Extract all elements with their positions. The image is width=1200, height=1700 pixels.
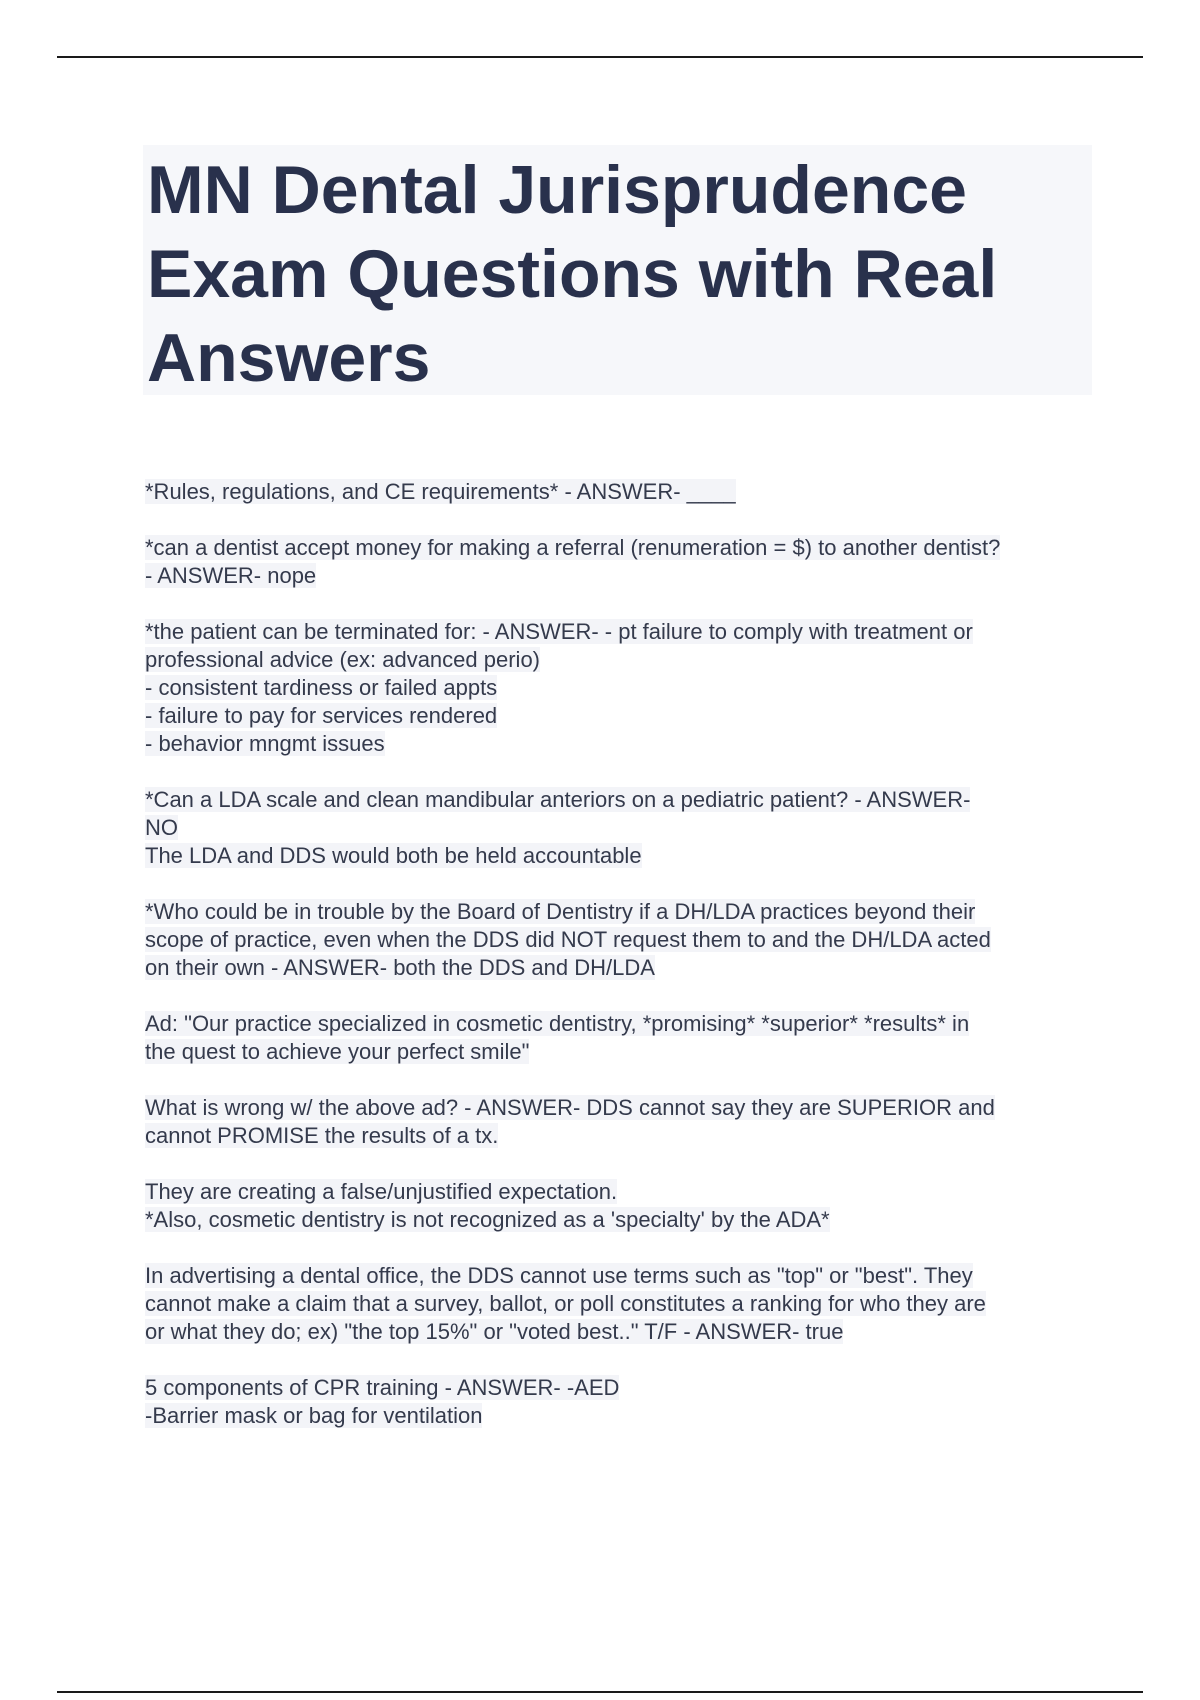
qa-item xyxy=(145,1178,1095,1234)
qa-line: cannot make a claim that a survey, ballot, or poll constitutes a ranking for who they are xyxy=(145,1291,986,1316)
qa-item xyxy=(145,1262,1095,1346)
document-title xyxy=(143,148,1092,400)
qa-item xyxy=(145,898,1095,982)
qa-line: *Rules, regulations, and CE requirements* - ANSWER- ____ xyxy=(145,479,736,504)
qa-line: - behavior mngmt issues xyxy=(145,731,385,756)
qa-item xyxy=(145,786,1095,870)
qa-line: professional advice (ex: advanced perio) xyxy=(145,647,541,672)
qa-line: scope of practice, even when the DDS did NOT request them to and the DH/LDA acted xyxy=(145,927,991,952)
qa-line: *Also, cosmetic dentistry is not recognized as a 'specialty' by the ADA* xyxy=(145,1207,830,1232)
qa-line: What is wrong w/ the above ad? - ANSWER- DDS cannot say they are SUPERIOR and xyxy=(145,1095,995,1120)
title-block xyxy=(143,145,1092,395)
qa-line: or what they do; ex) "the top 15%" or "voted best.." T/F - ANSWER- true xyxy=(145,1319,844,1344)
bottom-divider xyxy=(57,1691,1143,1693)
title-line: MN Dental Jurisprudence xyxy=(147,152,967,228)
qa-line: NO xyxy=(145,815,178,840)
qa-item xyxy=(145,1374,1095,1430)
qa-line: cannot PROMISE the results of a tx. xyxy=(145,1123,499,1148)
qa-line: - ANSWER- nope xyxy=(145,563,317,588)
qa-item xyxy=(145,1094,1095,1150)
qa-line: In advertising a dental office, the DDS cannot use terms such as "top" or "best". They xyxy=(145,1263,973,1288)
title-line: Exam Questions with Real xyxy=(147,236,998,312)
qa-line: 5 components of CPR training - ANSWER- -AED xyxy=(145,1375,620,1400)
qa-line: *Can a LDA scale and clean mandibular anteriors on a pediatric patient? - ANSWER- xyxy=(145,787,971,812)
qa-item xyxy=(145,1010,1095,1066)
qa-line: on their own - ANSWER- both the DDS and DH/LDA xyxy=(145,955,655,980)
top-divider xyxy=(57,56,1143,58)
qa-line: *can a dentist accept money for making a referral (renumeration = $) to another dentist? xyxy=(145,535,1001,560)
qa-list xyxy=(145,478,1095,1458)
title-line: Answers xyxy=(147,320,431,396)
qa-line: *the patient can be terminated for: - ANSWER- - pt failure to comply with treatment or xyxy=(145,619,973,644)
qa-line: - consistent tardiness or failed appts xyxy=(145,675,498,700)
qa-item xyxy=(145,618,1095,758)
qa-line: the quest to achieve your perfect smile" xyxy=(145,1039,530,1064)
qa-line: *Who could be in trouble by the Board of Dentistry if a DH/LDA practices beyond their xyxy=(145,899,976,924)
qa-line: - failure to pay for services rendered xyxy=(145,703,498,728)
qa-item xyxy=(145,478,1095,506)
qa-line: They are creating a false/unjustified expectation. xyxy=(145,1179,618,1204)
qa-item xyxy=(145,534,1095,590)
qa-line: The LDA and DDS would both be held accountable xyxy=(145,843,642,868)
qa-line: -Barrier mask or bag for ventilation xyxy=(145,1403,483,1428)
qa-line: Ad: "Our practice specialized in cosmetic dentistry, *promising* *superior* *results* in xyxy=(145,1011,970,1036)
